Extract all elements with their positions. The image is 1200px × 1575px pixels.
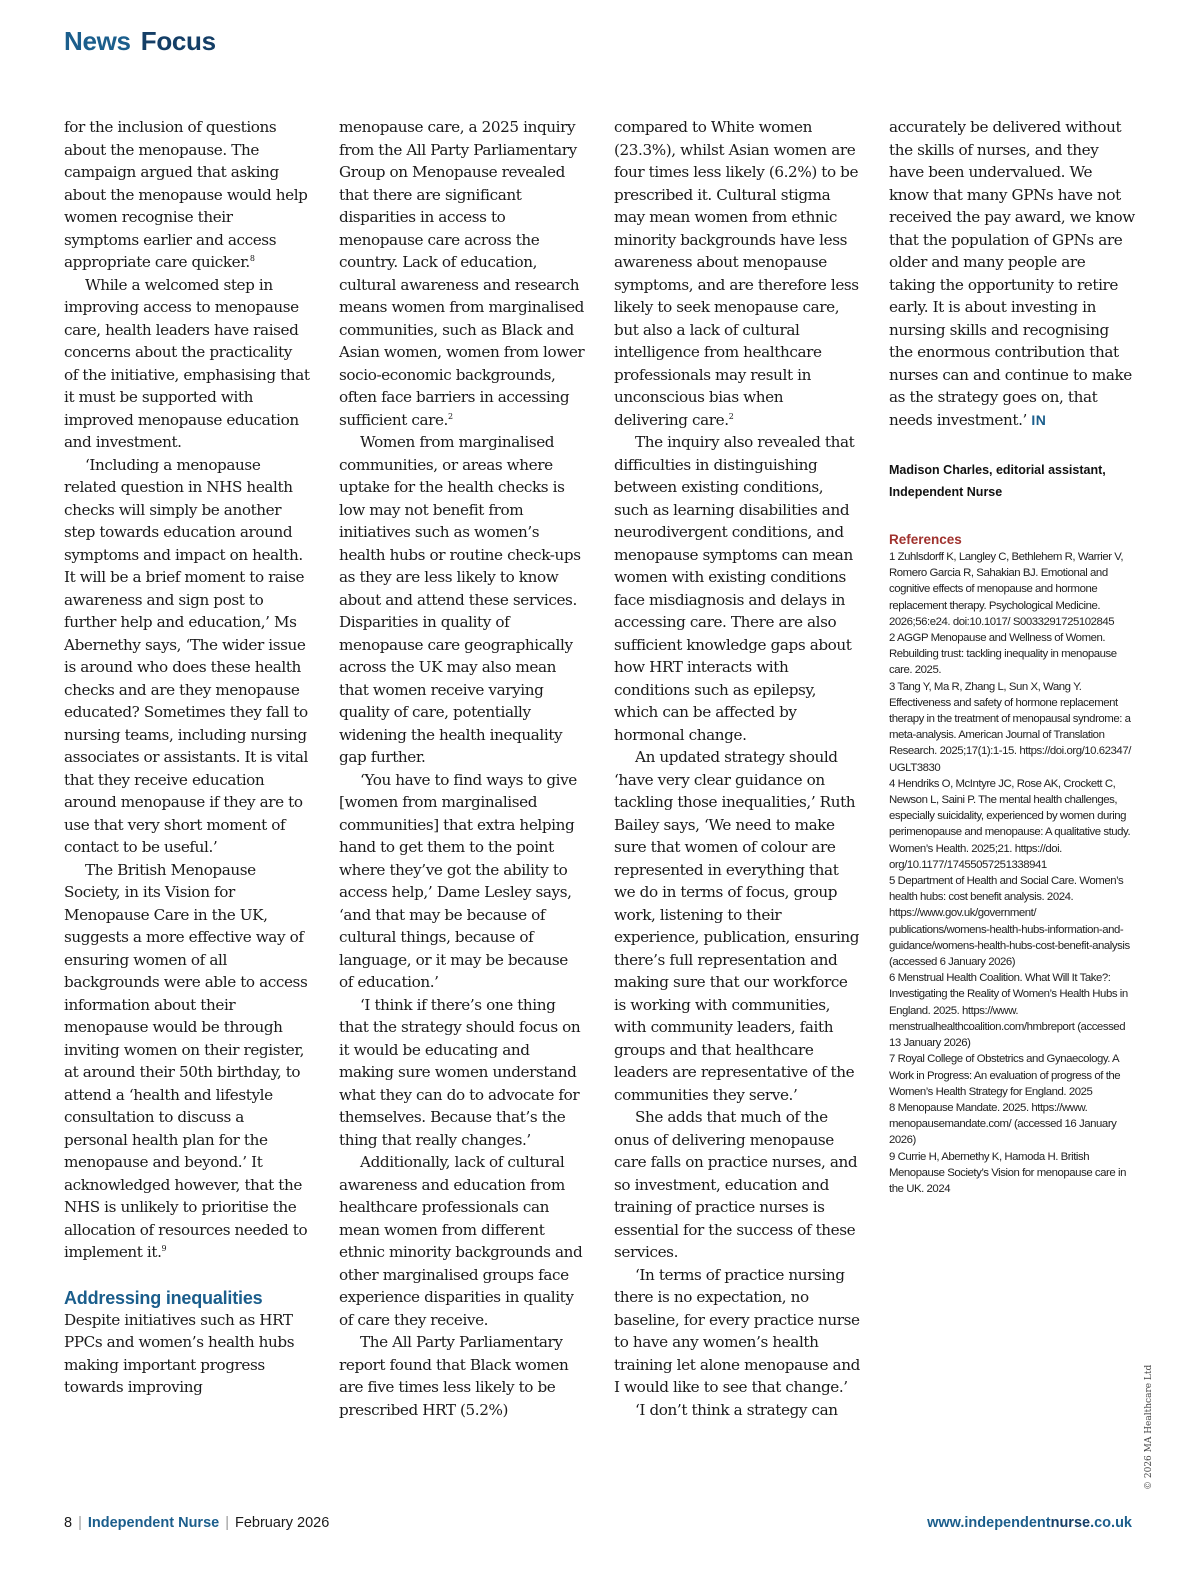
paragraph: ‘I don’t think a strategy can bbox=[635, 1400, 838, 1419]
paragraph: ‘Including a menopause related question in NHS health checks will simply be another step towards education around symptoms and impact on health. It will be a brief moment to raise awareness and sign post to further help and education,’ Ms Abernethy says, ‘The wider issue is around who does these health checks and are they menopause educated? Sometimes they fall to nursing teams, including nursing associates or assistants. It is vital that they receive education around menopause if they are to use that very short moment of contact to be useful.’ bbox=[64, 455, 308, 856]
article-column-1 bbox=[64, 116, 310, 1399]
paragraph: While a welcomed step in improving access to menopause care, health leaders have raised concerns about the practicality of the initiative, emphasising that it must be supported with improved menopause education and investment. bbox=[64, 275, 310, 451]
publication-name: Independent Nurse bbox=[87, 1515, 220, 1531]
paragraph: menopause care, a 2025 inquiry from the All Party Parliamentary Group on Menopause revealed that there are significant disparities in access to menopause care across the country. Lack of education, cultural awareness and research means women from marginalised communities, such as Black and Asian women, women from lower socio-economic backgrounds, often face barriers in accessing sufficient care.$^2$ bbox=[339, 118, 585, 429]
reference-item: 5 Department of Health and Social Care. Women’s health hubs: cost benefit analysis. 2024. https://www.gov.uk/government/ publications/womens-health-hubs-information-and-guidance/womens-health-hubs-cost-benefit-analysis (accessed 6 January 2026) bbox=[889, 875, 1130, 969]
end-mark: IN bbox=[1031, 411, 1047, 428]
references-title: References bbox=[889, 532, 962, 547]
reference-marker: 2 bbox=[728, 411, 734, 421]
paragraph: for the inclusion of questions about the menopause. The campaign argued that asking about the menopause would help women recognise their symptoms earlier and access appropriate care quicker.$^8$ bbox=[64, 118, 308, 271]
reference-item: 4 Hendriks O, McIntyre JC, Rose AK, Crockett C, Newson L, Saini P. The mental health challenges, especially suicidality, experienced by women during perimenopause and menopause: A qualitative study. Women’s Health. 2025;21. https://doi. org/10.1177/17455057251338941 bbox=[889, 777, 1131, 871]
reference-item: 1 Zuhlsdorff K, Langley C, Bethlehem R, Warrier V, Romero Garcia R, Sahakian BJ. Emotional and cognitive effects of menopause and hormone replacement therapy. Psychological Medicine. 2026;56:e24. doi:10.1017/ S0033291725102845 bbox=[889, 551, 1124, 628]
reference-item: 8 Menopause Mandate. 2025. https://www. menopausemandate.com/ (accessed 16 January 2026) bbox=[889, 1101, 1117, 1147]
author-byline: Madison Charles, editorial assistant, Independent Nurse bbox=[889, 463, 1106, 499]
reference-marker: 9 bbox=[161, 1243, 167, 1253]
section-header bbox=[64, 26, 216, 57]
paragraph: The British Menopause Society, in its Vision for Menopause Care in the UK, suggests a more effective way of ensuring women of all backgrounds were able to access information about their menopause would be through inviting women on their register, at around their 50th birthday, to attend a ‘health and lifestyle consultation to discuss a personal health plan for the menopause and beyond.’ It acknowledged however, that the NHS is unlikely to prioritise the allocation of resources needed to implement it.$^9$ bbox=[64, 860, 308, 1261]
page-number: 8 bbox=[64, 1515, 73, 1531]
paragraph: ‘I think if there’s one thing that the strategy should focus on it would be educating and making sure women understand what they can do to advocate for themselves. Because that’s the thing that really changes.’ bbox=[339, 995, 581, 1149]
paragraph: Despite initiatives such as HRT PPCs and women’s health hubs making important progress towards improving bbox=[64, 1310, 295, 1396]
paragraph: ‘You have to find ways to give [women from marginalised communities] that extra helping hand to get them to the point where they’ve got the ability to access help,’ Dame Lesley says, ‘and that may be because of cultural things, because of language, or it may be because of education.’ bbox=[339, 770, 577, 991]
paragraph: Women from marginalised communities, or areas where uptake for the health checks is low may not benefit from initiatives such as women’s health hubs or routine check-ups as they are less likely to know about and attend these services. Disparities in quality of menopause care geographically across the UK may also mean that women receive varying quality of care, potentially widening the health inequality gap further. bbox=[339, 433, 581, 766]
article-column-3 bbox=[614, 116, 860, 1421]
paragraph: Additionally, lack of cultural awareness and education from healthcare professionals can mean women from different ethnic minority backgrounds and other marginalised groups face experience disparities in quality of care they receive. bbox=[339, 1153, 583, 1329]
footer-left: 8 | Independent Nurse | February 2026 bbox=[64, 1515, 330, 1531]
paragraph: She adds that much of the onus of delivering menopause care falls on practice nurses, and so investment, education and training of practice nurses is essential for the success of these services. bbox=[614, 1108, 858, 1261]
header-news: News bbox=[64, 26, 131, 56]
reference-item: 7 Royal College of Obstetrics and Gynaecology. A Work in Progress: An evaluation of progress of the Women’s Health Strategy for England. 2025 bbox=[889, 1053, 1121, 1098]
paragraph: The inquiry also revealed that difficulties in distinguishing between existing conditions, such as learning disabilities and neurodivergent conditions, and menopause symptoms can mean women with existing conditions face misdiagnosis and delays in accessing care. There are also sufficient knowledge gaps about how HRT interacts with conditions such as epilepsy, which can be affected by hormonal change. bbox=[614, 433, 855, 744]
paragraph: ‘In terms of practice nursing there is no expectation, no baseline, for every practice nurse to have any women’s health training let alone menopause and I would like to see that change.’ bbox=[614, 1265, 860, 1396]
references-list bbox=[889, 549, 1135, 1197]
reference-marker: 8 bbox=[249, 253, 255, 263]
paragraph: The All Party Parliamentary report found that Black women are five times less likely to be prescribed HRT (5.2%) bbox=[339, 1333, 569, 1419]
paragraph: compared to White women (23.3%), whilst Asian women are four times less likely (6.2%) to be prescribed it. Cultural stigma may mean women from ethnic minority backgrounds have less awareness about menopause symptoms, and are therefore less likely to seek menopause care, but also a lack of cultural intelligence from healthcare professionals may result in unconscious bias when delivering care.$^2$ bbox=[614, 118, 859, 429]
paragraph: An updated strategy should ‘have very clear guidance on tackling those inequalities,’ Ruth Bailey says, ‘We need to make sure that women of colour are represented in everything that we do in terms of focus, group work, listening to their experience, publication, ensuring there’s full representation and making sure that our workforce is working with communities, with community leaders, faith groups and that healthcare leaders are representative of the communities they serve.’ bbox=[614, 748, 860, 1104]
header-focus: Focus bbox=[140, 26, 216, 56]
reference-item: 2 AGGP Menopause and Wellness of Women. Rebuilding trust: tackling inequality in menopause care. 2025. bbox=[889, 632, 1117, 677]
reference-item: 3 Tang Y, Ma R, Zhang L, Sun X, Wang Y. Effectiveness and safety of hormone replacement therapy in the treatment of menopausal syndrome: a meta-analysis. American Journal of Translation Research. 2025;17(1):1-15. https://doi.org/10.62347/ UGLT3830 bbox=[889, 680, 1131, 774]
article-column-2 bbox=[339, 116, 585, 1421]
reference-marker: 2 bbox=[447, 411, 453, 421]
reference-item: 6 Menstrual Health Coalition. What Will It Take?: Investigating the Reality of Women’s Health Hubs in England. 2025. https://www. menstrualhealthcoalition.com/hmbreport (accessed 13 January 2026) bbox=[889, 972, 1128, 1050]
reference-item: 9 Currie H, Abernethy K, Hamoda H. British Menopause Society’s Vision for menopause care in the UK. 2024 bbox=[889, 1150, 1126, 1195]
subheading: Addressing inequalities bbox=[64, 1287, 263, 1308]
website-url[interactable]: www.independentnurse.co.uk bbox=[927, 1515, 1132, 1531]
article-column-4 bbox=[889, 116, 1135, 1197]
copyright-notice: © 2026 MA Healthcare Ltd bbox=[1144, 1364, 1154, 1490]
paragraph: accurately be delivered without the skills of nurses, and they have been undervalued. We know that many GPNs have not received the pay award, we know that the population of GPNs are older and many people are taking the opportunity to retire early. It is about investing in nursing skills and recognising the enormous contribution that nurses can and continue to make as the strategy goes on, that needs investment.’ IN bbox=[889, 118, 1135, 429]
issue-date: February 2026 bbox=[234, 1515, 330, 1531]
